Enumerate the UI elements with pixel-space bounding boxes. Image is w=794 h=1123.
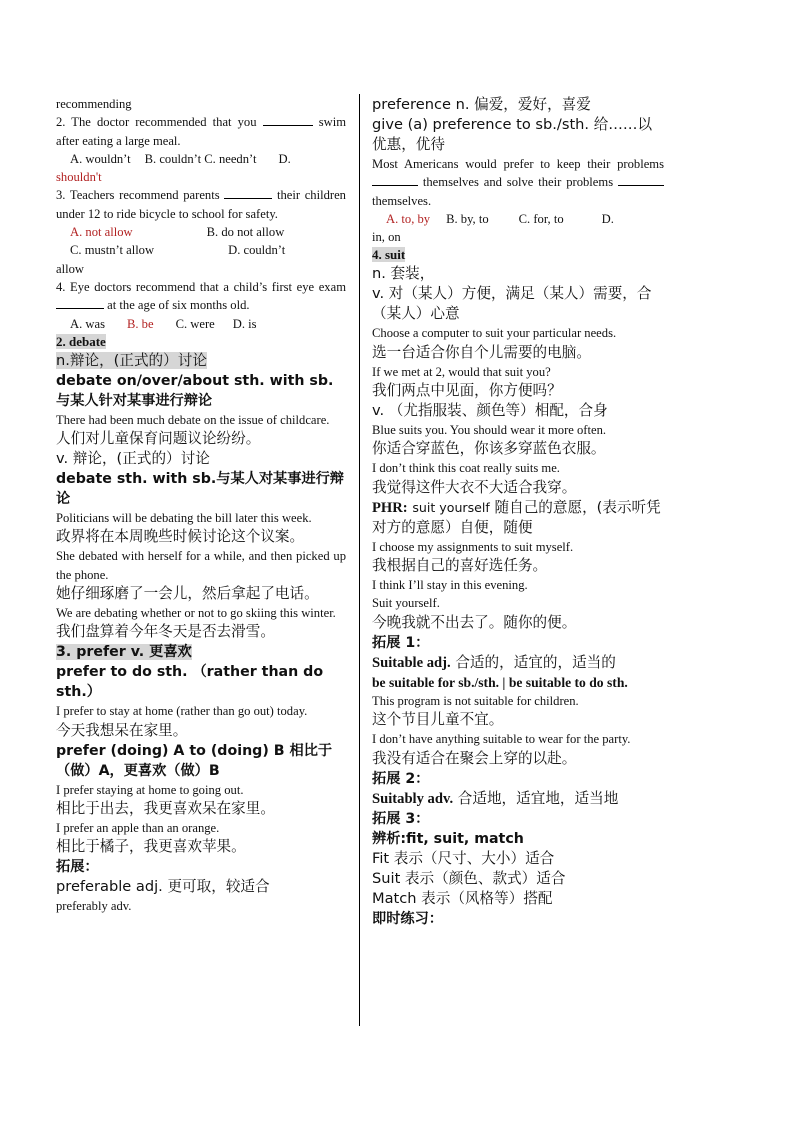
example-en: We are debating whether or not to go skiing this winter. [56,606,336,621]
column-divider [359,94,360,1026]
example-en: I prefer an apple than an orange. [56,820,220,835]
phrase: be suitable for sb./sth. | be suitable to do sth. [372,674,628,690]
comparison-item: Match 表示（风格等）搭配 [372,889,553,907]
example-zh: 她仔细琢磨了一会儿，然后拿起了电话。 [56,585,319,603]
definition: Suitable adj. 合适的，适宜的，适当的 [372,653,616,671]
question-2 [56,113,346,150]
example-en: She debated with herself for a while, and then picked up the phone. [56,549,346,582]
example-zh: 我根据自己的喜好选任务。 [372,556,548,574]
example-en: This program is not suitable for children. [372,694,579,709]
option-d: D. [278,151,291,166]
example-zh: 你适合穿蓝色，你该多穿蓝色衣服。 [372,440,606,458]
example-zh: 相比于橘子，我更喜欢苹果。 [56,838,246,856]
extension-label: 拓展： [56,859,99,876]
phrase: prefer (doing) A to (doing) B 相比于（做）A，更喜欢（做）B [56,742,333,779]
answer-blank [618,173,664,186]
question-3-options [56,223,346,241]
text-line: allow [56,261,84,276]
definition: preferable adj. 更可取，较适合 [56,878,270,896]
example-zh: 我们两点中见面，你方便吗？ [372,382,562,400]
example-en: I don’t have anything suitable to wear for the party. [372,732,631,747]
definition: v. 辩论，(正式的）讨论 [56,450,210,468]
option-a: A. was [70,316,105,331]
option-b: B. by, to [446,211,489,226]
section-heading: 3. prefer v. 更喜欢 [56,644,192,661]
option-a: A. not allow [70,225,133,240]
comparison-item: Fit 表示（尺寸、大小）适合 [372,849,555,867]
extension-label: 拓展 1： [372,634,430,651]
definition: Suitably adv. 合适地，适宜地，适当地 [372,789,619,807]
example-zh: 今天我想呆在家里。 [56,721,188,739]
text-line: in, on [372,230,401,245]
option-a: A. wouldn’t [70,151,131,166]
example-en: I prefer staying at home to going out. [56,782,244,797]
extension-label: 拓展 2： [372,770,430,787]
option-c: C. mustn’t allow [70,243,155,258]
option-b: B. be [126,316,154,331]
answer-blank [56,296,104,309]
phrase: give (a) preference to sb./sth. 给……以优惠，优待 [372,116,653,153]
example-en: If we met at 2, would that suit you? [372,364,551,379]
option-a: A. to, by [386,211,431,226]
option-c: C. needn’t [204,151,257,166]
right-column [372,95,664,929]
section-heading: 2. debate [56,333,106,349]
option-c: C. were [175,316,215,331]
example-zh: 我觉得这件大衣不大适合我穿。 [372,478,577,496]
definition: preference n. 偏爱，爱好，喜爱 [372,96,591,113]
example-zh: 人们对儿童保育问题议论纷纷。 [56,430,261,448]
question-text: swim after eating a large meal. [56,115,346,148]
definition: n.辩论，(正式的）讨论 [56,351,207,369]
question-4 [56,278,346,315]
definition: n. 套装， [372,265,435,283]
definition: v. 对（某人）方便，满足（某人）需要，合（某人）心意 [372,285,652,323]
question-3-options [56,241,346,259]
option-b: B. couldn’t [144,151,202,166]
question: Most Americans would prefer to keep their problems themselves and solve their problems themselves. [372,157,664,208]
question-3 [56,186,346,223]
phrase: debate sth. with sb.与某人对某事进行辩论 [56,471,344,508]
definition: preferably adv. [56,899,132,914]
left-column [56,95,346,916]
example-en: Choose a computer to suit your particular needs. [372,326,617,341]
question-2-options [56,150,346,168]
answer-blank [263,113,313,126]
example-zh: 今晚我就不出去了。随你的便。 [372,613,577,631]
option-d: D. is [232,316,257,331]
option-c: C. for, to [518,211,564,226]
example-zh: 政界将在本周晚些时候讨论这个议案。 [56,528,305,546]
example-en: I choose my assignments to suit myself. [372,539,574,554]
extension-label: 拓展 3： [372,810,430,827]
question-4-options [56,315,346,333]
example-zh: 选一台适合你自个儿需要的电脑。 [372,343,591,361]
example-zh: 我没有适合在聚会上穿的以赴。 [372,749,577,767]
example-zh: 这个节目儿童不宜。 [372,711,504,729]
example-zh: 我们盘算着今年冬天是否去滑雪。 [56,623,275,641]
question-options [372,210,664,228]
question-text: 4. Eye doctors recommend that a child’s first eye exam [56,279,346,294]
phrase: debate on/over/about sth. with sb.与某人针对某事进行辩论 [56,372,334,409]
option-d: D. [601,211,614,226]
option-d: D. couldn’t [228,243,286,258]
section-heading: 4. suit [372,247,406,263]
option-b: B. do not allow [206,225,285,240]
phrase: PHR: suit yourself 随自己的意愿，(表示听凭对方的意愿）自便，随便 [372,498,661,536]
question-text: at the age of six months old. [107,298,250,313]
comparison-item: Suit 表示（颜色、款式）适合 [372,869,566,887]
answer-blank [372,173,418,186]
text-line: recommending [56,97,132,111]
example-en: Suit yourself. [372,596,440,611]
answer-text: shouldn't [56,170,102,185]
phrase: prefer to do sth. （rather than do sth.） [56,664,324,701]
example-en: I prefer to stay at home (rather than go out) today. [56,704,308,719]
question-text: 2. The doctor recommended that you [56,115,257,130]
answer-blank [224,186,272,199]
question-text: 3. Teachers recommend parents [56,188,220,203]
example-en: I think I’ll stay in this evening. [372,577,528,592]
example-en: There had been much debate on the issue of childcare. [56,412,330,427]
example-en: I don’t think this coat really suits me. [372,461,560,476]
comparison-heading: 辨析:fit, suit, match [372,830,524,847]
example-en: Politicians will be debating the bill later this week. [56,511,312,526]
practice-label: 即时练习： [372,910,443,927]
question-text: their children under 12 to ride bicycle to school for safety. [56,188,346,221]
example-en: Blue suits you. You should wear it more often. [372,423,607,438]
example-zh: 相比于出去，我更喜欢呆在家里。 [56,799,275,817]
definition: v. （尤指服装、颜色等）相配，合身 [372,402,608,420]
